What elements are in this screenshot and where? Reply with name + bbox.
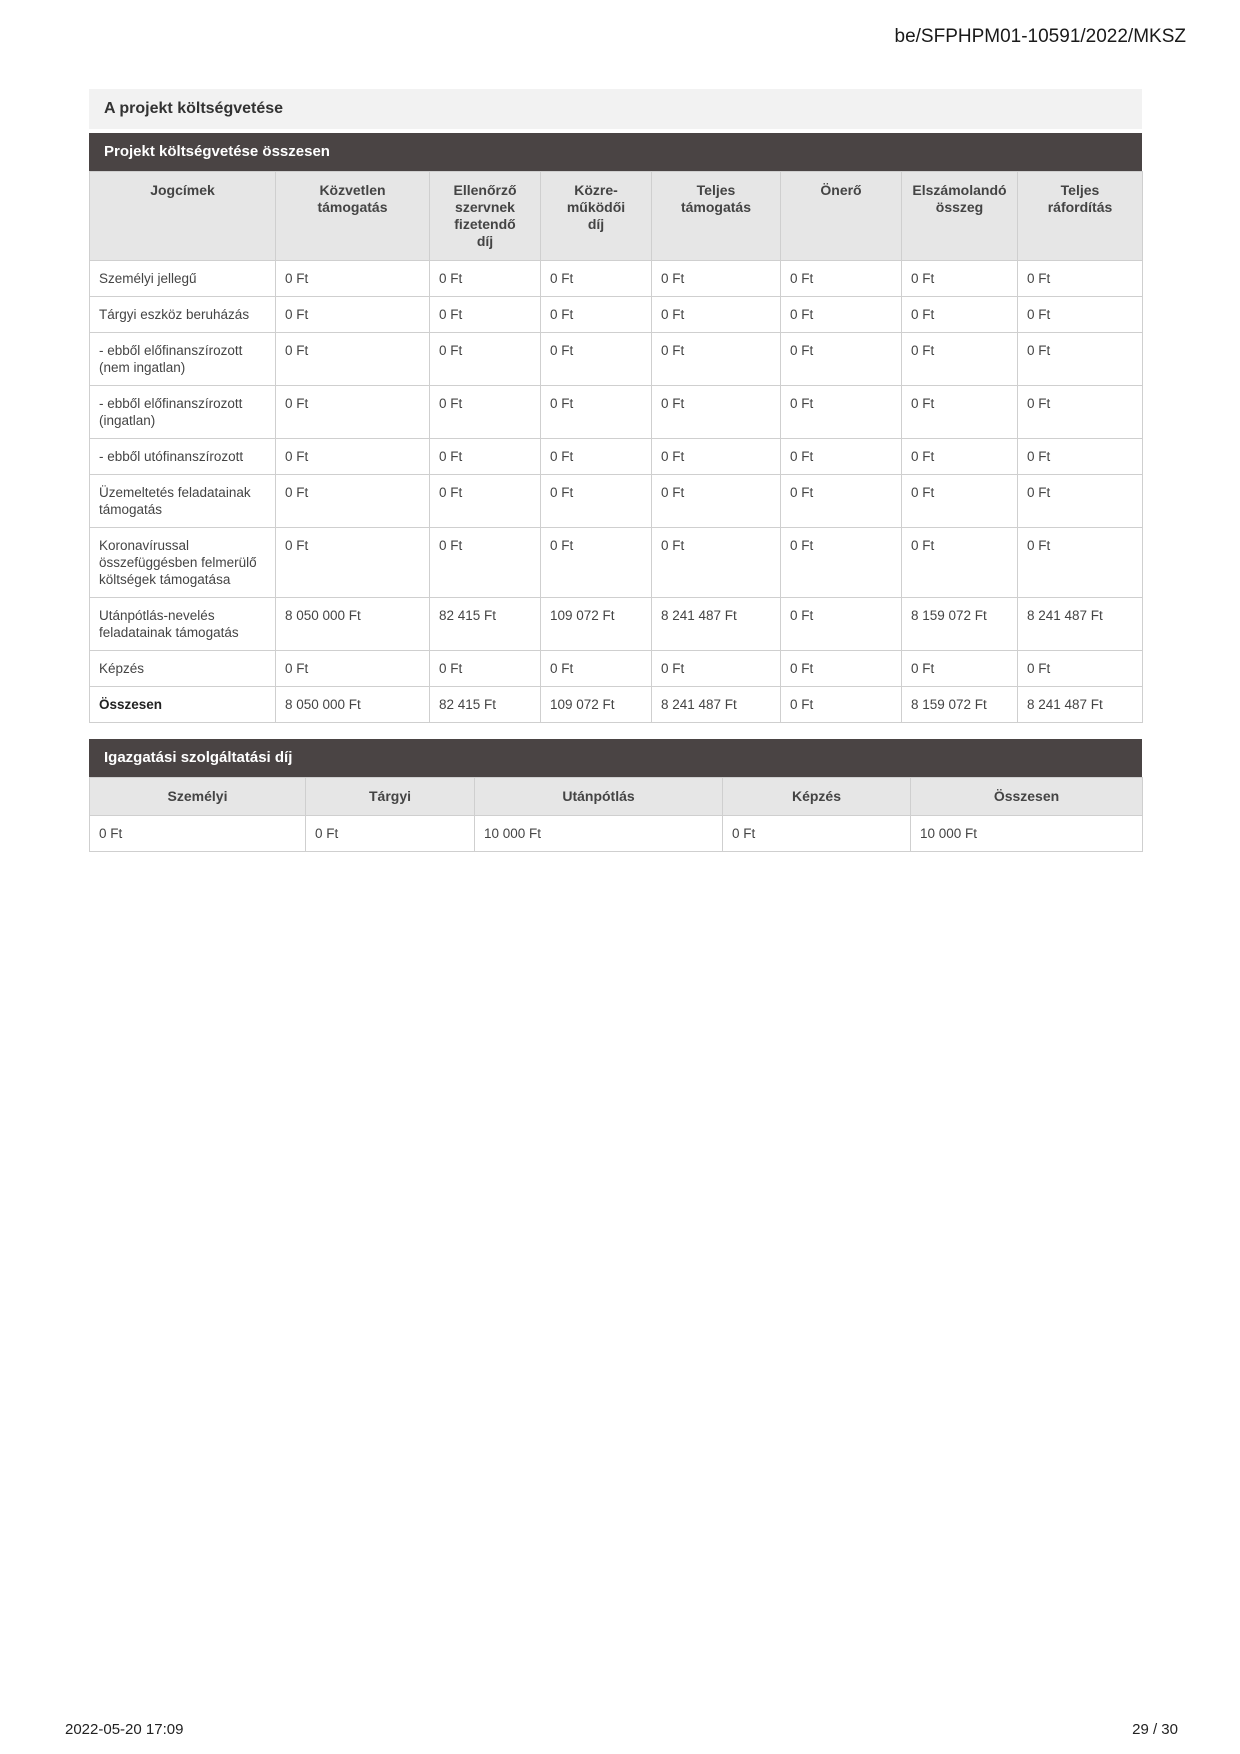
table-cell: 8 241 487 Ft (1018, 598, 1143, 651)
section-title: A projekt költségvetése (89, 89, 1142, 129)
table-cell: 0 Ft (541, 528, 652, 598)
table-cell: 0 Ft (781, 528, 902, 598)
table-cell: 0 Ft (430, 439, 541, 475)
table-row (90, 598, 1143, 651)
table-cell: 10 000 Ft (911, 816, 1143, 852)
table-cell: 8 241 487 Ft (1018, 687, 1143, 723)
table-cell: 0 Ft (781, 333, 902, 386)
table-cell: 0 Ft (541, 439, 652, 475)
table-cell: 8 241 487 Ft (652, 687, 781, 723)
table-cell: 0 Ft (781, 598, 902, 651)
table-cell: 8 159 072 Ft (902, 598, 1018, 651)
table-cell: 0 Ft (781, 687, 902, 723)
column-header: Önerő (781, 172, 902, 261)
table-cell: 0 Ft (902, 297, 1018, 333)
table-cell: 109 072 Ft (541, 687, 652, 723)
table-cell: 0 Ft (276, 475, 430, 528)
table-row (90, 261, 1143, 297)
row-label: Koronavírussal összefüggésben felmerülő költségek támogatása (90, 528, 276, 598)
table-cell: 0 Ft (1018, 386, 1143, 439)
table-cell: 0 Ft (781, 439, 902, 475)
table-cell: 0 Ft (306, 816, 475, 852)
table-cell: 0 Ft (430, 386, 541, 439)
table-cell: 0 Ft (652, 651, 781, 687)
table-cell: 0 Ft (430, 528, 541, 598)
table-cell: 0 Ft (652, 475, 781, 528)
budget-table-title: Projekt költségvetése összesen (89, 133, 1142, 171)
column-header: Teljes ráfordítás (1018, 172, 1143, 261)
fee-table (89, 777, 1143, 852)
table-cell: 0 Ft (723, 816, 911, 852)
table-cell: 0 Ft (1018, 528, 1143, 598)
table-row (90, 816, 1143, 852)
budget-section (89, 89, 1142, 852)
column-header: Személyi (90, 778, 306, 816)
row-label: Utánpótlás-nevelés feladatainak támogatás (90, 598, 276, 651)
fee-table-title: Igazgatási szolgáltatási díj (89, 739, 1142, 777)
row-label: - ebből előfinanszírozott (ingatlan) (90, 386, 276, 439)
row-label: Összesen (90, 687, 276, 723)
table-cell: 0 Ft (276, 297, 430, 333)
row-label: - ebből előfinanszírozott (nem ingatlan) (90, 333, 276, 386)
table-cell: 0 Ft (541, 386, 652, 439)
table-cell: 0 Ft (902, 333, 1018, 386)
table-cell: 0 Ft (541, 297, 652, 333)
table-cell: 0 Ft (430, 333, 541, 386)
table-row (90, 439, 1143, 475)
table-cell: 0 Ft (902, 386, 1018, 439)
row-label: Képzés (90, 651, 276, 687)
table-cell: 0 Ft (1018, 651, 1143, 687)
table-row (90, 651, 1143, 687)
column-header: Összesen (911, 778, 1143, 816)
table-row (90, 687, 1143, 723)
column-header: Képzés (723, 778, 911, 816)
column-header: Jogcímek (90, 172, 276, 261)
table-cell: 0 Ft (276, 386, 430, 439)
table-cell: 0 Ft (430, 475, 541, 528)
table-cell: 0 Ft (902, 475, 1018, 528)
column-header: Közvetlen támogatás (276, 172, 430, 261)
table-cell: 0 Ft (902, 261, 1018, 297)
table-cell: 0 Ft (652, 386, 781, 439)
table-cell: 0 Ft (781, 386, 902, 439)
column-header: Utánpótlás (475, 778, 723, 816)
table-cell: 8 050 000 Ft (276, 598, 430, 651)
budget-header-row (90, 172, 1143, 261)
column-header: Elszámolandó összeg (902, 172, 1018, 261)
table-cell: 0 Ft (781, 651, 902, 687)
column-header: Közre-működői díj (541, 172, 652, 261)
table-cell: 8 050 000 Ft (276, 687, 430, 723)
footer-page-number: 29 / 30 (1132, 1721, 1178, 1738)
table-row (90, 528, 1143, 598)
table-cell: 0 Ft (781, 475, 902, 528)
row-label: Üzemeltetés feladatainak támogatás (90, 475, 276, 528)
table-cell: 0 Ft (430, 651, 541, 687)
table-cell: 0 Ft (652, 297, 781, 333)
column-header: Tárgyi (306, 778, 475, 816)
row-label: Tárgyi eszköz beruházás (90, 297, 276, 333)
footer-timestamp: 2022-05-20 17:09 (65, 1721, 184, 1738)
row-label: Személyi jellegű (90, 261, 276, 297)
budget-table (89, 171, 1143, 723)
table-cell: 0 Ft (1018, 333, 1143, 386)
table-cell: 0 Ft (276, 528, 430, 598)
table-cell: 0 Ft (902, 651, 1018, 687)
column-header: Teljes támogatás (652, 172, 781, 261)
table-cell: 0 Ft (1018, 475, 1143, 528)
table-cell: 0 Ft (652, 439, 781, 475)
table-cell: 0 Ft (276, 333, 430, 386)
table-row (90, 297, 1143, 333)
table-cell: 0 Ft (276, 439, 430, 475)
table-cell: 0 Ft (541, 261, 652, 297)
fee-header-row (90, 778, 1143, 816)
table-cell: 0 Ft (902, 439, 1018, 475)
table-cell: 0 Ft (652, 528, 781, 598)
document-id: be/SFPHPM01-10591/2022/MKSZ (894, 26, 1186, 47)
table-cell: 8 241 487 Ft (652, 598, 781, 651)
table-cell: 8 159 072 Ft (902, 687, 1018, 723)
table-cell: 0 Ft (781, 261, 902, 297)
table-cell: 10 000 Ft (475, 816, 723, 852)
table-cell: 0 Ft (541, 475, 652, 528)
table-cell: 0 Ft (430, 261, 541, 297)
column-header: Ellenőrző szervnek fizetendő díj (430, 172, 541, 261)
table-row (90, 475, 1143, 528)
table-cell: 0 Ft (430, 297, 541, 333)
table-cell: 0 Ft (90, 816, 306, 852)
table-cell: 0 Ft (1018, 261, 1143, 297)
table-cell: 109 072 Ft (541, 598, 652, 651)
table-row (90, 333, 1143, 386)
table-cell: 0 Ft (276, 261, 430, 297)
table-cell: 82 415 Ft (430, 687, 541, 723)
table-cell: 0 Ft (902, 528, 1018, 598)
table-row (90, 386, 1143, 439)
table-cell: 82 415 Ft (430, 598, 541, 651)
table-cell: 0 Ft (541, 651, 652, 687)
table-cell: 0 Ft (1018, 439, 1143, 475)
row-label: - ebből utófinanszírozott (90, 439, 276, 475)
table-cell: 0 Ft (652, 261, 781, 297)
table-cell: 0 Ft (781, 297, 902, 333)
table-cell: 0 Ft (276, 651, 430, 687)
table-cell: 0 Ft (1018, 297, 1143, 333)
table-cell: 0 Ft (541, 333, 652, 386)
table-cell: 0 Ft (652, 333, 781, 386)
